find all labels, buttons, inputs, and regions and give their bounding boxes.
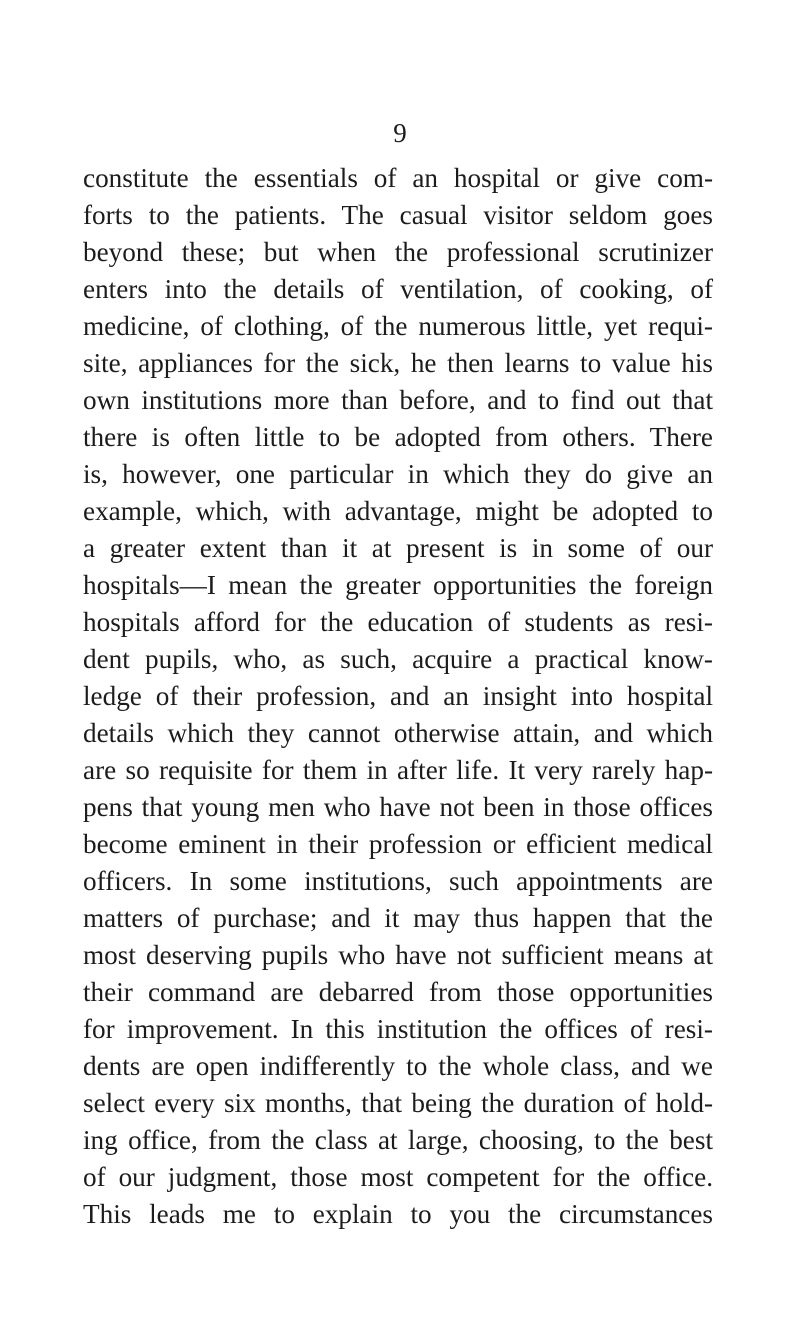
page-number: 9: [393, 118, 407, 148]
text-line: most deserving pupils who have not sufficient means at: [83, 940, 713, 970]
text-line: dent pupils, who, as such, acquire a practical know-: [83, 644, 713, 674]
text-line: a greater extent than it at present is in some of our: [83, 533, 713, 563]
text-line: is, however, one particular in which they do give an: [83, 459, 713, 489]
text-line: forts to the patients. The casual visitor seldom goes: [83, 200, 713, 230]
text-line: own institutions more than before, and to find out that: [83, 385, 713, 415]
text-line: dents are open indifferently to the whole class, and we: [83, 1051, 713, 1081]
text-line: matters of purchase; and it may thus happen that the: [83, 903, 713, 933]
text-line: constitute the essentials of an hospital or give com-: [83, 163, 713, 193]
text-line: ing office, from the class at large, choosing, to the best: [83, 1125, 713, 1155]
text-line: details which they cannot otherwise attain, and which: [83, 718, 713, 748]
text-line: pens that young men who have not been in those offices: [83, 792, 713, 822]
body-text: [83, 160, 713, 1233]
text-line: hospitals—I mean the greater opportunities the foreign: [83, 570, 713, 600]
text-line: of our judgment, those most competent for the office.: [83, 1162, 713, 1192]
text-line: their command are debarred from those opportunities: [83, 977, 713, 1007]
text-line: select every six months, that being the duration of hold-: [83, 1088, 713, 1118]
text-line: site, appliances for the sick, he then learns to value his: [83, 348, 713, 378]
text-line: beyond these; but when the professional scrutinizer: [83, 237, 713, 267]
text-line: are so requisite for them in after life. It very rarely hap-: [83, 755, 713, 785]
text-line: medicine, of clothing, of the numerous little, yet requi-: [83, 311, 713, 341]
text-line: enters into the details of ventilation, of cooking, of: [83, 274, 713, 304]
text-line: there is often little to be adopted from others. There: [83, 422, 713, 452]
text-line: ledge of their profession, and an insight into hospital: [83, 681, 713, 711]
text-line: This leads me to explain to you the circumstances: [83, 1199, 713, 1229]
text-line: hospitals afford for the education of students as resi-: [83, 607, 713, 637]
text-line: for improvement. In this institution the offices of resi-: [83, 1014, 713, 1044]
text-line: officers. In some institutions, such appointments are: [83, 866, 713, 896]
text-line: example, which, with advantage, might be adopted to: [83, 496, 713, 526]
text-line: become eminent in their profession or efficient medical: [83, 829, 713, 859]
